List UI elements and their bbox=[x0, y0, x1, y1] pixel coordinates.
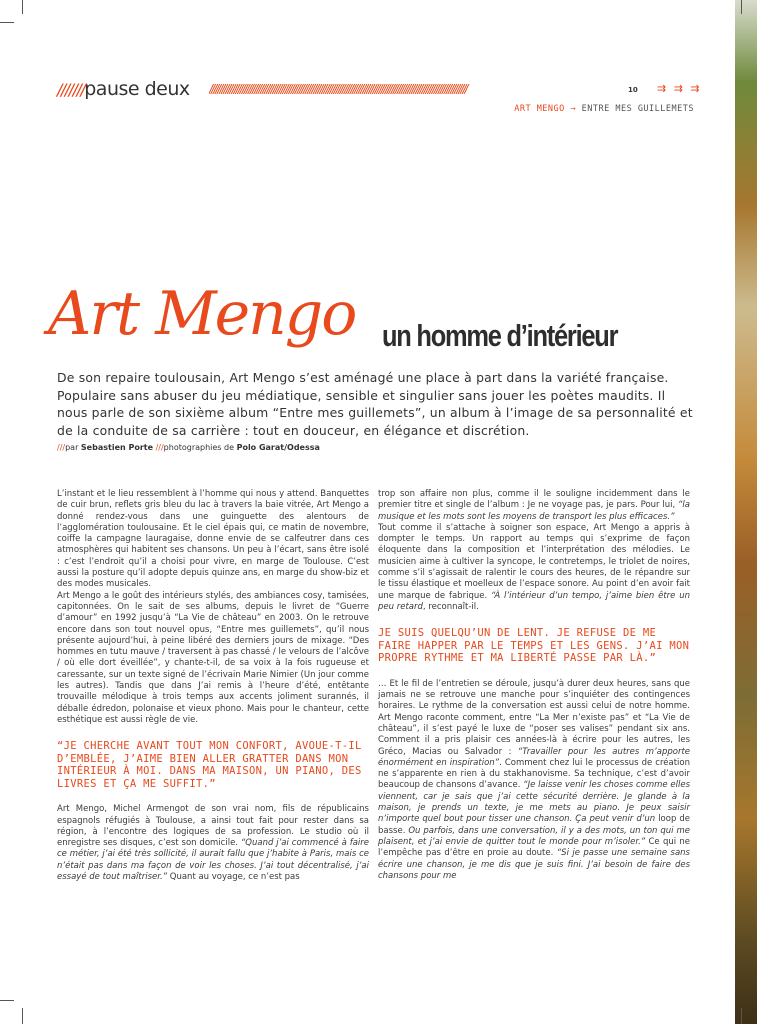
running-head-accent: ART MENGO → bbox=[514, 104, 577, 114]
pull-quote: JE SUIS QUELQU’UN DE LENT. JE REFUSE DE ME FAIRE HAPPER PAR LE TEMPS ET LES GENS. J’AI MON PROPRE RYTHME ET MA LIBERTÉ PASSE PAR LÀ.” bbox=[378, 627, 690, 665]
crop-mark bbox=[22, 1008, 23, 1024]
page-header bbox=[57, 78, 700, 102]
crop-mark bbox=[741, 1008, 742, 1024]
photographer-name: Polo Garat/Odessa bbox=[236, 443, 320, 452]
paragraph: Art Mengo a le goût des intérieurs stylés, des ambiances cosy, tamisées, capitonnées. On le sait de ses albums, depuis le livret de “Guerre d’amour” en 1992 jusqu’à “La Vie de château” en 2003. On le retrouve encore dans son tout nouvel opus, “Entre mes guillemets”, qu’il nous présente aujourd’hui, à peine libéré des derniers jours de mixage. “Des hommes en tutu mauve / traversent à pas chassé / le velours de l’alcôve / où elle dort éveillée”, y chante-t-il, de sa voix à la fois rugueuse et caressante, sur un texte signé de l’écrivain Marie Nimier (Un jour comme les autres). Tandis que dans J’ai remis à l’heure d’été, entêtante trouvaille mélodique à trois temps aux accents joliment surannés, il déballe édredon, polonaise et vieux phono. Mais pour le chanteur, cette esthétique est aussi règle de vie. bbox=[57, 590, 369, 725]
running-head-rest: ENTRE MES GUILLEMETS bbox=[581, 104, 694, 114]
crop-mark bbox=[0, 22, 14, 23]
credits-slashes: /// bbox=[57, 443, 66, 452]
crop-mark bbox=[0, 1000, 14, 1001]
paragraph: L’instant et le lieu ressemblent à l’homme qui nous y attend. Banquettes de cuir brun, reflets gris bleu du lac à travers la baie vitrée, Art Mengo a donné rendez-vous dans une guinguette des alentours de l’agglomération toulousaine. Et le ciel épais qui, ce matin de novembre, coiffe la campagne lauragaise, donne envie de se calfeutrer dans ces atmosphères qui habitent ses chansons. Un peu à l’écart, sans être isolé : c’est l’endroit qu’il a choisi pour vivre, en marge de Toulouse. C’est aussi la posture qu’il adopte depuis quinze ans, en marge du show-biz et des modes musicales. bbox=[57, 489, 369, 590]
paragraph: Art Mengo, Michel Armengot de son vrai nom, fils de républicains espagnols réfugiés à Toulouse, a ainsi tout fait pour rester dans sa région, à l’encontre des logiques de sa profession. Le studio où il enregistre ses disques, c’est son domicile. “Quand j’ai commencé à faire ce métier, j’ai été très sollicité, il aurait fallu que j’habite à Paris, mais ce n’était pas dans ma façon de voir les choses. J’ai tout décentralisé, j’ai essayé de tout maîtriser.” Quant au voyage, ce n’est pas bbox=[57, 804, 369, 883]
article-title-name: Art Mengo bbox=[48, 279, 356, 349]
column-right bbox=[378, 489, 690, 882]
running-head bbox=[514, 104, 694, 114]
article-subtitle: un homme d’intérieur bbox=[382, 318, 618, 353]
crop-mark bbox=[22, 0, 23, 14]
header-slashes: /////// bbox=[57, 80, 85, 99]
paragraph: Tout comme il s’attache à soigner son espace, Art Mengo a appris à dompter le temps. Un rapport au temps qui s’exprime de façon éloquente dans la composition et l’interprétation des mélodies. Le musicien aime à cultiver la syncope, le contretemps, le triolet de noires, comme s’il s’agissait de ralentir le cours des heures, de le répandre sur le tissu élastique et moelleux de l’espace sonore. Au point d’en avoir fait une marque de fabrique. “À l’intérieur d’un tempo, j’aime bien être un peu retard, reconnaît-il. bbox=[378, 522, 690, 612]
paragraph: … Et le fil de l’entretien se déroule, jusqu’à durer deux heures, sans que jamais ne se retrouve une manche pour s’inquiéter des contingences horaires. Le rythme de la conversation est aussi celui de notre homme. Art Mengo raconte comment, entre “La Mer n’existe pas” et “La Vie de château”, il s’est payé le luxe de “poser ses valises” pendant six ans. Comment il a pris plaisir ces années-là à écrire pour les autres, les Gréco, Macias ou Salvador : “Travailler pour les autres m’apporte énormément en inspiration”. Comment chez lui le processus de création ne s’apparente en rien à du stakhanovisme. Sa technique, c’est d’avoir beaucoup de chansons d’avance. “Je laisse venir les choses comme elles viennent, car je sais que j’ai cette sécurité derrière. Je glande à la maison, je prends un texte, je me mets au piano. Je peux saisir n’importe quel bout pour tisser une chanson. Ça peut venir d’un loop de basse. Ou parfois, dans une conversation, il y a des mots, un ton qui me plaisent, et j’ai envie de quitter tout le monde pour m’isoler.” Ce qui ne l’empêche pas d’être en proie au doute. “Si je passe une semaine sans écrire une chanson, je me dis que je suis fini. J’ai besoin de faire des chansons pour me bbox=[378, 678, 691, 881]
arrows-icon: ⇉ ⇉ ⇉ bbox=[657, 82, 702, 95]
author-name: Sebastien Porte bbox=[80, 443, 154, 452]
photo-edge-strip bbox=[735, 0, 757, 1024]
header-trail: ////////////////////////////////////////////////////////////////////////////////////////////////////////////////////////////// bbox=[209, 84, 467, 94]
credits-par: par bbox=[65, 443, 79, 452]
column-left bbox=[57, 489, 369, 883]
page-number: 10 bbox=[628, 86, 638, 94]
lead-paragraph: De son repaire toulousain, Art Mengo s’est aménagé une place à part dans la variété française. Populaire sans abuser du jeu médiatique, sensible et singulier sans jouer les poètes maudits. Il nous parle de son sixième album “Entre mes guillemets”, un album à l’image de sa personnalité et de la conduite de sa carrière : tout en douceur, en élégance et discrétion. bbox=[57, 370, 693, 438]
crop-mark bbox=[741, 0, 742, 14]
paragraph: trop son affaire non plus, comme il le souligne incidemment dans le premier titre et single de l’album : Je ne voyage pas, je pars. Pour lui, “la musique et les mots sont les moyens de transport les plus efficaces.” bbox=[378, 489, 690, 522]
credits bbox=[57, 443, 320, 452]
pull-quote: “JE CHERCHE AVANT TOUT MON CONFORT, AVOUE-T-IL D’EMBLÉE, J’AIME BIEN ALLER GRATTER DANS MON INTÉRIEUR À MOI. DANS MA MAISON, UN PIANO, DES LIVRES ET ÇA ME SUFFIT.” bbox=[57, 740, 362, 790]
photo-label: photographies de bbox=[163, 443, 235, 452]
section-title: pause deux bbox=[84, 78, 190, 100]
credits-slashes: /// bbox=[155, 443, 164, 452]
